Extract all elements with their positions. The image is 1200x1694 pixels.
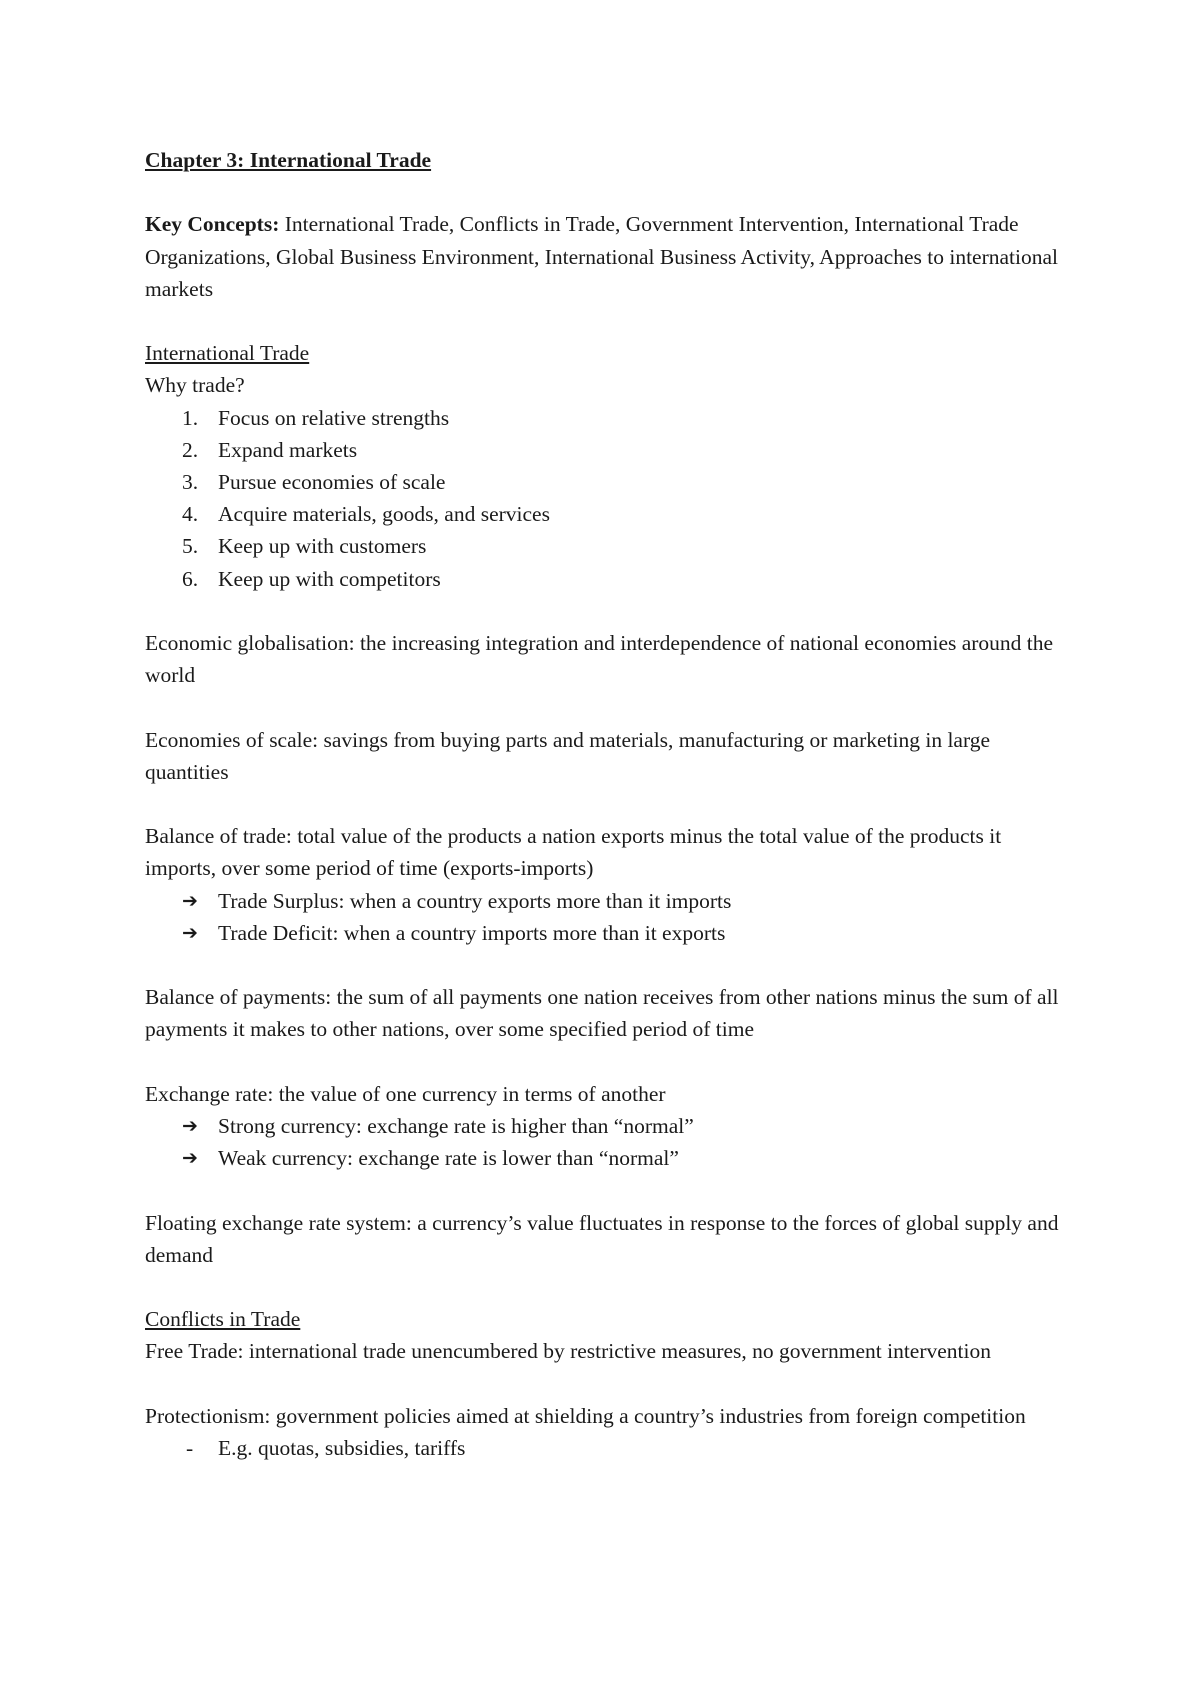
list-item-text: Acquire materials, goods, and services (218, 502, 550, 527)
arrow-icon: ➔ (182, 1147, 198, 1170)
list-item-text: Weak currency: exchange rate is lower than “normal” (218, 1146, 679, 1171)
list-item-text: E.g. quotas, subsidies, tariffs (218, 1435, 466, 1460)
arrow-icon: ➔ (182, 1114, 198, 1137)
list-item (145, 1110, 1075, 1142)
list-item (145, 498, 1075, 530)
key-concepts-label: Key Concepts: (145, 212, 280, 237)
list-item (145, 530, 1075, 562)
list-item (145, 885, 1075, 917)
list-number: 2. (182, 437, 199, 462)
economic-globalisation-definition: Economic globalisation: the increasing integration and interdependence of national economies around the world (145, 631, 1054, 688)
list-item (145, 917, 1075, 949)
free-trade-definition: Free Trade: international trade unencumbered by restrictive measures, no government intervention (145, 1339, 991, 1364)
list-item (145, 1142, 1075, 1174)
exchange-rate-list (145, 1110, 1075, 1174)
list-item (145, 563, 1075, 595)
list-number: 4. (182, 502, 199, 527)
list-item-text: Expand markets (218, 437, 358, 462)
protectionism-definition: Protectionism: government policies aimed at shielding a country’s industries from foreign competition (145, 1403, 1026, 1428)
conflicts-in-trade-heading: Conflicts in Trade (145, 1307, 301, 1332)
balance-of-payments-definition: Balance of payments: the sum of all payments one nation receives from other nations minus the sum of all payments it makes to other nations, over some specified period of time (145, 985, 1059, 1042)
list-item-text: Pursue economies of scale (218, 470, 446, 494)
list-number: 5. (182, 534, 199, 559)
list-number: 6. (182, 566, 199, 591)
reasons-list (145, 402, 1075, 595)
document-body (145, 144, 1075, 1464)
international-trade-heading: International Trade (145, 341, 310, 366)
exchange-rate-definition: Exchange rate: the value of one currency in terms of another (145, 1081, 666, 1106)
arrow-icon: ➔ (182, 889, 198, 912)
chapter-title: Chapter 3: International Trade (145, 148, 432, 172)
protectionism-list (145, 1432, 1075, 1464)
arrow-icon: ➔ (182, 921, 198, 944)
key-concepts-paragraph (145, 208, 1075, 305)
dash-icon: - (186, 1435, 194, 1460)
list-item-text: Trade Surplus: when a country exports more than it imports (218, 888, 732, 913)
list-item-text: Strong currency: exchange rate is higher than “normal” (218, 1113, 694, 1138)
list-item (145, 466, 1075, 498)
list-item (145, 402, 1075, 434)
balance-of-trade-definition: Balance of trade: total value of the products a nation exports minus the total value of the products it imports, over some period of time (exports-imports) (145, 824, 1002, 881)
list-item-text: Focus on relative strengths (218, 405, 450, 430)
floating-exchange-definition: Floating exchange rate system: a currency’s value fluctuates in response to the forces of global supply and demand (145, 1210, 1059, 1267)
list-item-text: Keep up with competitors (218, 566, 441, 591)
list-item (145, 1432, 1075, 1464)
list-item-text: Keep up with customers (218, 534, 427, 559)
economies-of-scale-definition: Economies of scale: savings from buying parts and materials, manufacturing or marketing in large quantities (145, 727, 991, 784)
key-concepts-text: International Trade, Conflicts in Trade, Government Intervention, International Trade Organizations, Global Business Environment, International Business Activity, Approaches to international markets (145, 212, 1058, 301)
why-trade-question: Why trade? (145, 373, 245, 398)
list-number: 3. (182, 470, 199, 494)
list-number: 1. (182, 405, 199, 430)
balance-of-trade-list (145, 885, 1075, 949)
list-item-text: Trade Deficit: when a country imports more than it exports (218, 920, 726, 945)
list-item (145, 434, 1075, 466)
